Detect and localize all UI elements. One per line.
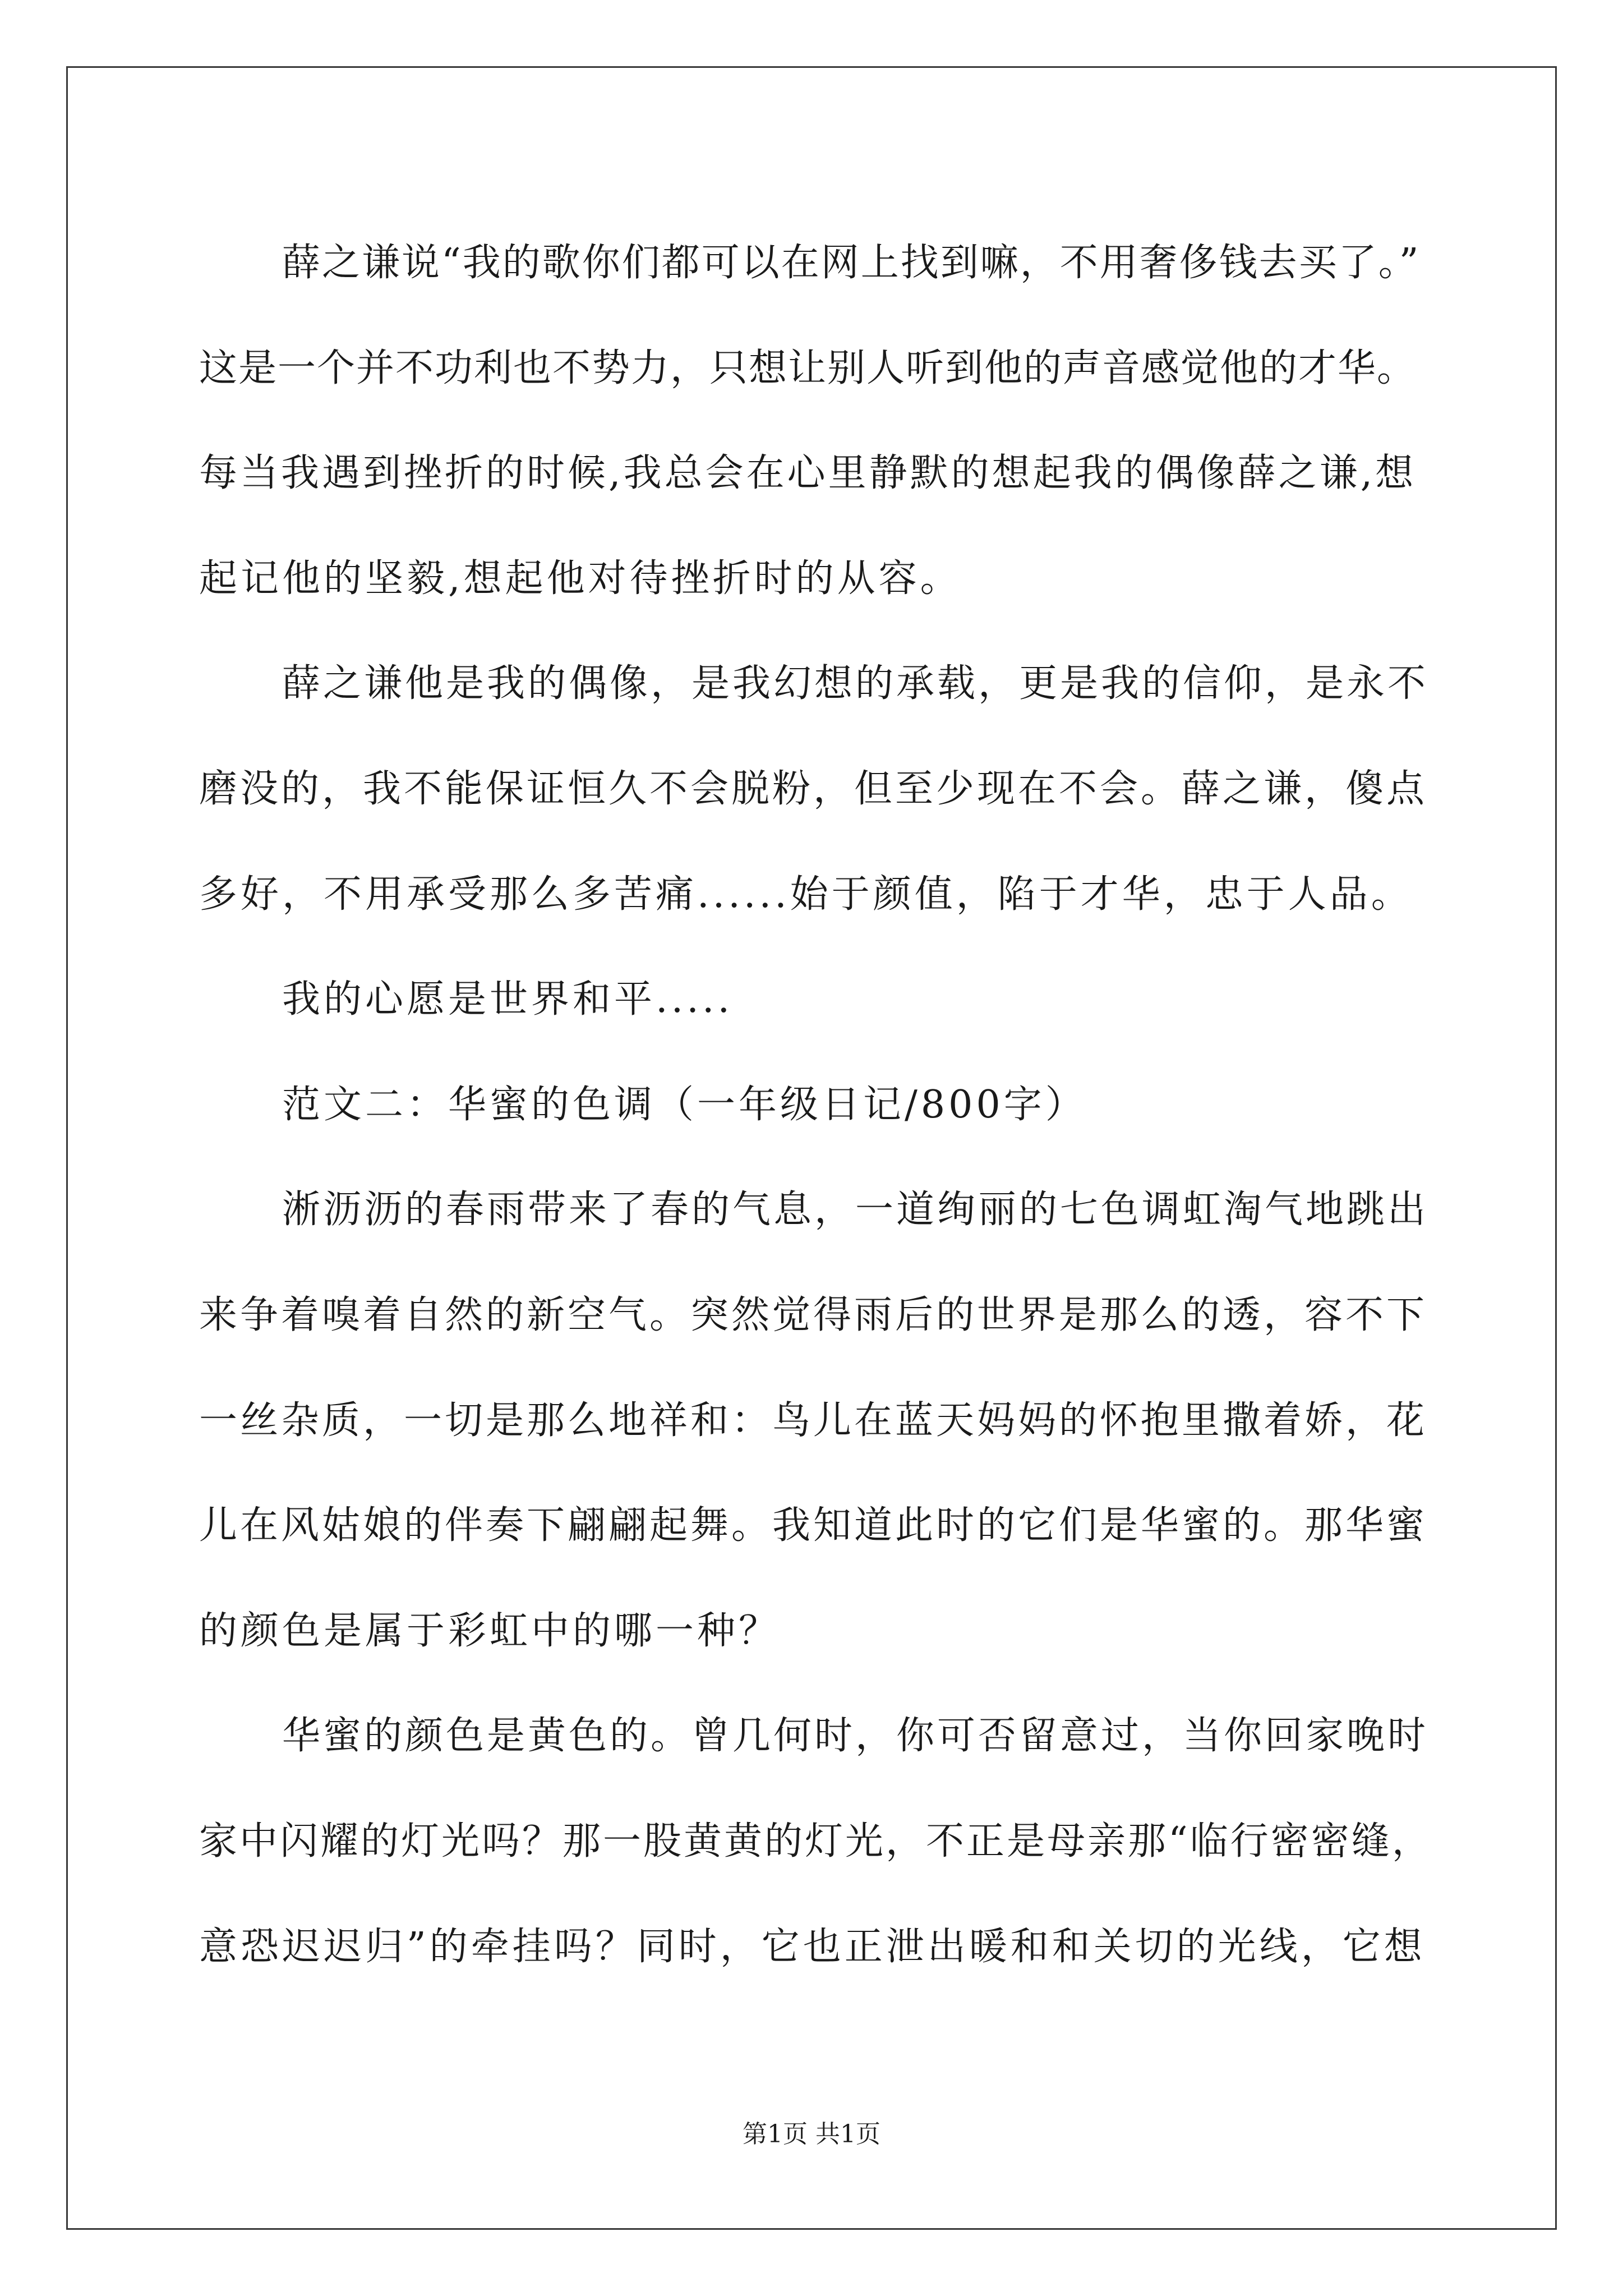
text-line: 磨没的，我不能保证恒久不会脱粉，但至少现在不会。薛之谦，傻点 bbox=[199, 766, 1428, 811]
text-line: 一丝杂质，一切是那么地祥和：鸟儿在蓝天妈妈的怀抱里撒着娇，花 bbox=[199, 1398, 1428, 1443]
document-body bbox=[199, 210, 1433, 1999]
text-line: 薛之谦说“我的歌你们都可以在网上找到嘛，不用奢侈钱去买了。” bbox=[282, 241, 1421, 285]
text-line: 来争着嗅着自然的新空气。突然觉得雨后的世界是那么的透，容不下 bbox=[199, 1292, 1428, 1337]
text-line: 的颜色是属于彩虹中的哪一种？ bbox=[199, 1608, 781, 1653]
text-line: 我的心愿是世界和平..... bbox=[282, 977, 734, 1022]
text-line: 每当我遇到挫折的时候,我总会在心里静默的想起我的偶像薛之谦,想 bbox=[199, 451, 1417, 496]
text-line: 家中闪耀的灯光吗？那一股黄黄的灯光，不正是母亲那“临行密密缝， bbox=[199, 1819, 1432, 1864]
text-line: 薛之谦他是我的偶像，是我幻想的承载，更是我的信仰，是永不 bbox=[282, 661, 1429, 706]
page-footer bbox=[0, 2118, 1623, 2151]
text-line: 多好，不用承受那么多苦痛......始于颜值，陷于才华，忠于人品。 bbox=[199, 872, 1413, 917]
text-line: 儿在风姑娘的伴奏下翩翩起舞。我知道此时的它们是华蜜的。那华蜜 bbox=[199, 1503, 1428, 1548]
page-number: 第1页 共1页 bbox=[743, 2120, 880, 2148]
text-line: 这是一个并不功利也不势力，只想让别人听到他的声音感觉他的才华。 bbox=[199, 346, 1417, 390]
text-line: 淅沥沥的春雨带来了春的气息，一道绚丽的七色调虹淘气地跳出 bbox=[282, 1188, 1429, 1232]
section-heading: 范文二：华蜜的色调（一年级日记/800字） bbox=[282, 1082, 1087, 1127]
text-line: 起记他的坚毅,想起他对待挫折时的从容。 bbox=[199, 556, 962, 601]
text-line: 意恐迟迟归”的牵挂吗？同时，它也正泄出暖和和关切的光线，它想 bbox=[199, 1924, 1426, 1969]
text-line: 华蜜的颜色是黄色的。曾几何时，你可否留意过，当你回家晚时 bbox=[282, 1714, 1429, 1759]
